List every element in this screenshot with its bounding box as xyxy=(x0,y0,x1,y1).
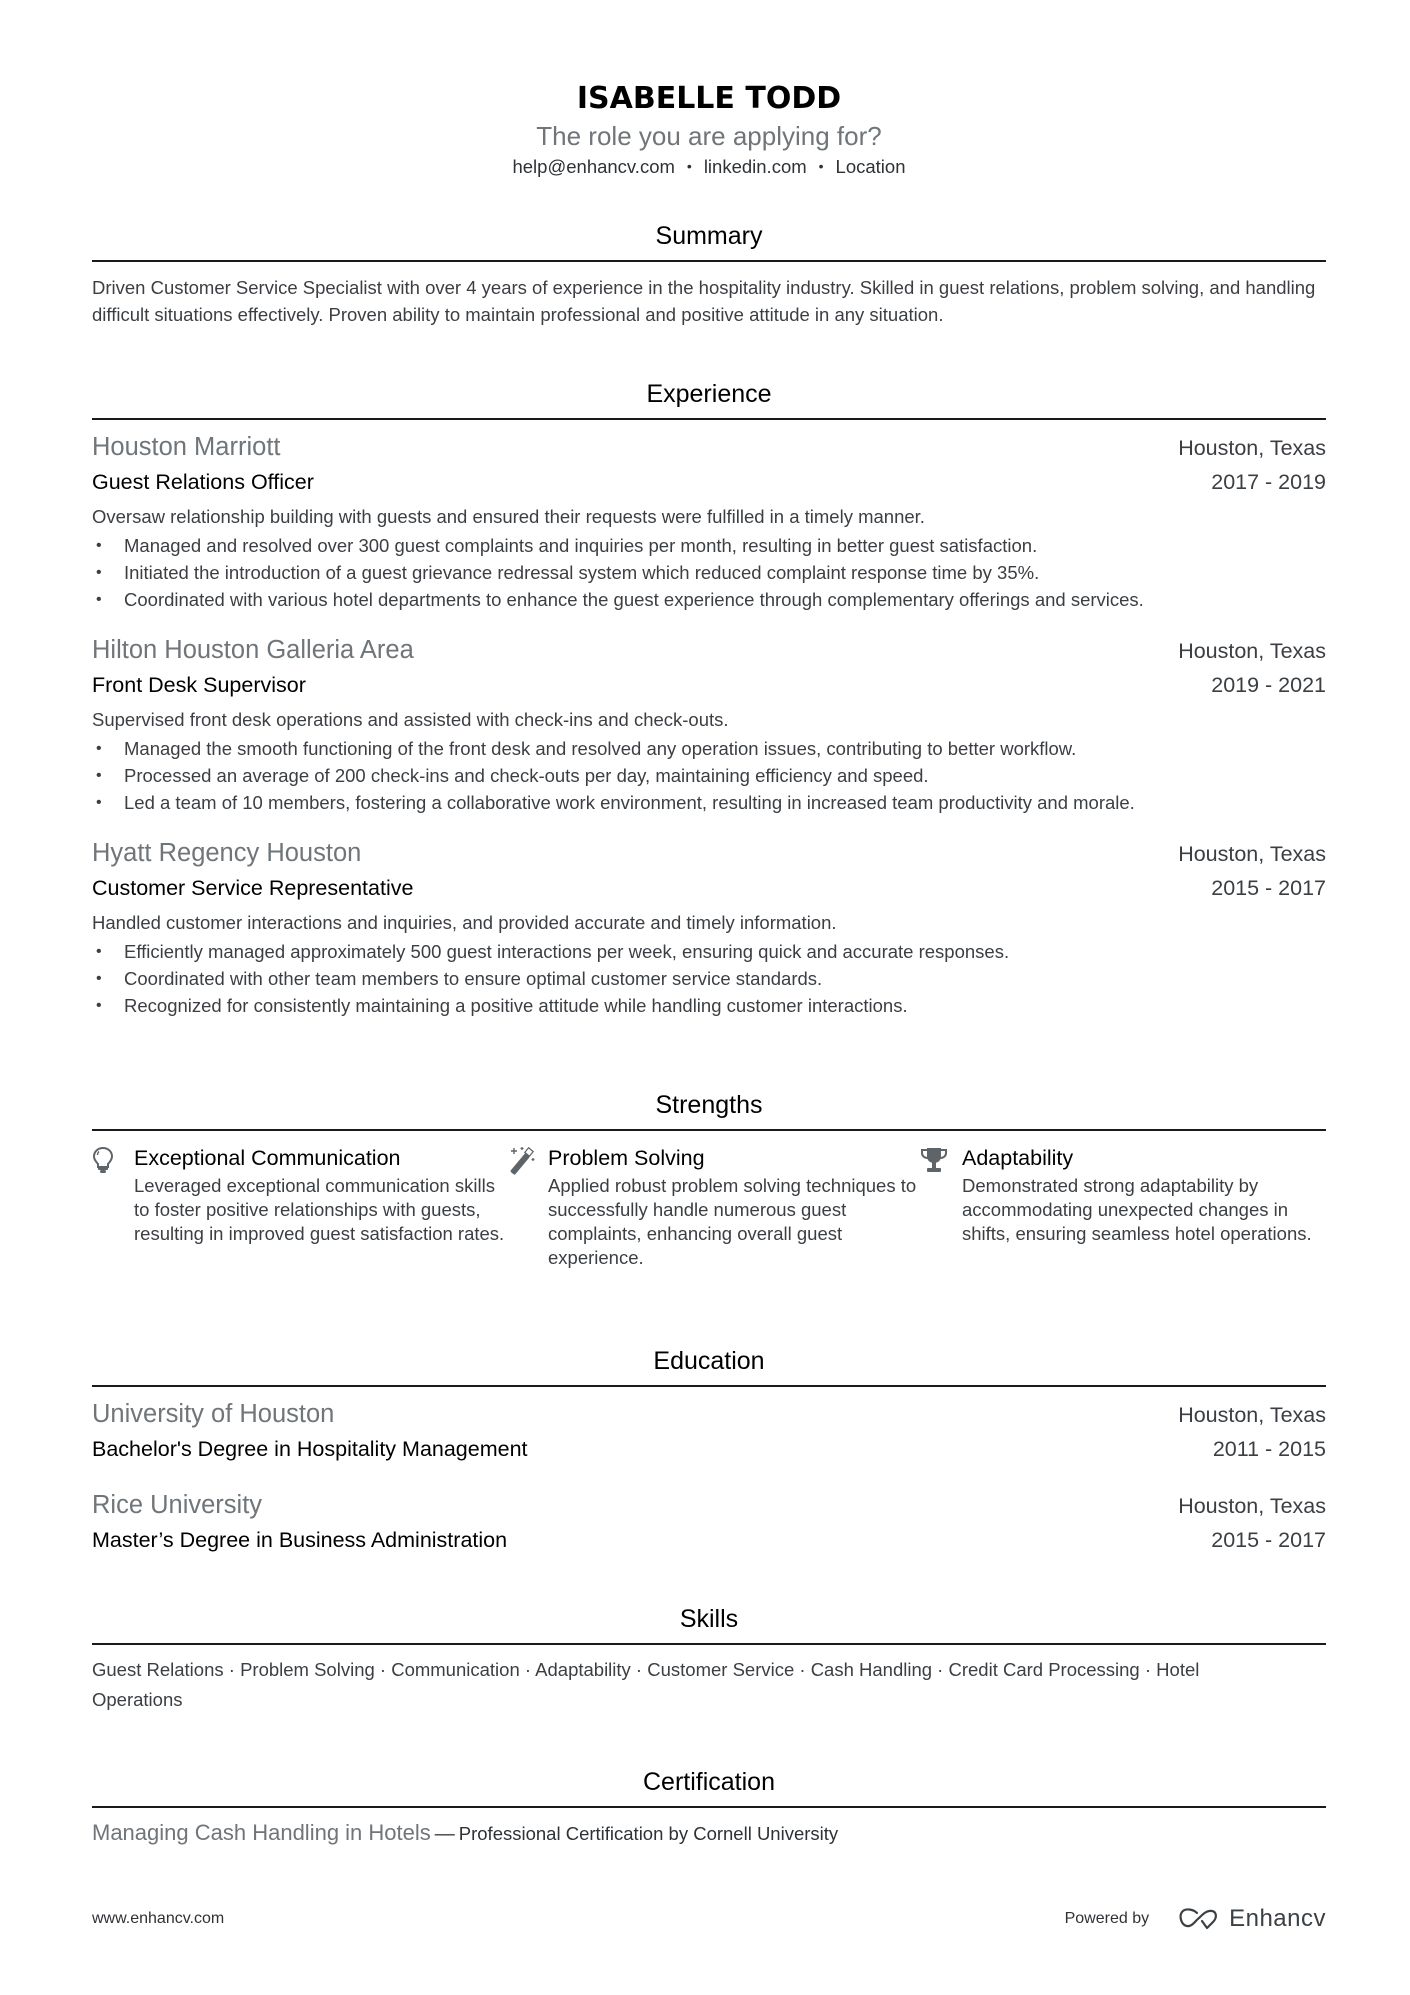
job-title: Customer Service Representative xyxy=(92,876,414,900)
section-divider xyxy=(92,1806,1326,1808)
strength-item xyxy=(920,1143,1334,1270)
strength-item xyxy=(506,1143,920,1270)
skills-section xyxy=(92,1603,1326,1715)
certification-name: Managing Cash Handling in Hotels xyxy=(92,1820,431,1845)
school-location: Houston, Texas xyxy=(1178,1494,1326,1518)
experience-entry xyxy=(92,633,1326,816)
achievement-item: • Coordinated with other team members to ensure optimal customer service standards. xyxy=(92,965,1326,992)
job-dates: 2019 - 2021 xyxy=(1211,673,1326,697)
section-title: Summary xyxy=(655,222,763,250)
job-description: Supervised front desk operations and assisted with check-ins and check-outs. xyxy=(92,709,729,730)
contact-email[interactable]: help@enhancv.com xyxy=(512,156,675,177)
strength-item xyxy=(92,1143,506,1270)
contact-separator: • xyxy=(818,158,824,174)
job-title: Front Desk Supervisor xyxy=(92,673,306,697)
section-title: Certification xyxy=(643,1768,775,1796)
strengths-section xyxy=(92,1089,1326,1270)
school-location: Houston, Texas xyxy=(1178,1403,1326,1427)
magic-wand-icon xyxy=(506,1143,548,1270)
contact-line xyxy=(92,154,1326,181)
achievement-item: • Processed an average of 200 check-ins and check-outs per day, maintaining efficiency and speed. xyxy=(92,762,1326,789)
job-dates: 2017 - 2019 xyxy=(1211,470,1326,494)
summary-text: Driven Customer Service Specialist with over 4 years of experience in the hospitality industry. Skilled in guest relations, problem solving, and handling difficult situations effectively. Proven ability to maintain professional and positive attitude in any situation. xyxy=(92,277,1316,325)
certification-dash: — xyxy=(434,1823,455,1845)
strength-description: Leveraged exceptional communication skills to foster positive relationships with guests, resulting in improved guest satisfaction rates. xyxy=(134,1175,505,1244)
strength-title: Problem Solving xyxy=(548,1146,705,1170)
lightbulb-icon xyxy=(92,1143,134,1270)
section-divider xyxy=(92,1385,1326,1387)
achievement-item: • Coordinated with various hotel departments to enhance the guest experience through complementary offerings and services. xyxy=(92,586,1326,613)
achievement-item: • Managed and resolved over 300 guest complaints and inquiries per month, resulting in better guest satisfaction. xyxy=(92,532,1326,559)
contact-separator: • xyxy=(686,158,692,174)
page-footer xyxy=(92,1905,1326,1933)
powered-by xyxy=(1065,1905,1326,1933)
section-title: Skills xyxy=(679,1605,739,1633)
strength-title: Exceptional Communication xyxy=(134,1146,401,1170)
achievement-item: • Led a team of 10 members, fostering a collaborative work environment, resulting in increased team productivity and morale. xyxy=(92,789,1326,816)
strength-description: Demonstrated strong adaptability by accommodating unexpected changes in shifts, ensuring seamless hotel operations. xyxy=(962,1175,1312,1244)
achievement-item: • Recognized for consistently maintaining a positive attitude while handling customer interactions. xyxy=(92,992,1326,1019)
job-location: Houston, Texas xyxy=(1178,639,1326,663)
resume-page xyxy=(92,0,1326,1845)
company-name: Houston Marriott xyxy=(92,433,281,461)
strength-description: Applied robust problem solving techniques to successfully handle numerous guest complaints, enhancing overall guest experience. xyxy=(548,1175,917,1268)
job-location: Houston, Texas xyxy=(1178,436,1326,460)
school-name: Rice University xyxy=(92,1491,263,1519)
powered-by-label: Powered by xyxy=(1064,1910,1150,1927)
experience-entry xyxy=(92,836,1326,1019)
resume-header xyxy=(92,0,1326,181)
school-name: University of Houston xyxy=(92,1400,335,1428)
section-title: Strengths xyxy=(655,1091,763,1119)
target-role: The role you are applying for? xyxy=(536,121,882,151)
achievement-list xyxy=(92,735,1326,816)
contact-linkedin[interactable]: linkedin.com xyxy=(703,156,807,177)
section-title: Education xyxy=(653,1347,765,1375)
job-description: Handled customer interactions and inquiries, and provided accurate and timely information. xyxy=(92,912,837,933)
education-dates: 2011 - 2015 xyxy=(1212,1437,1326,1461)
strengths-grid xyxy=(92,1143,1326,1270)
section-divider xyxy=(92,418,1326,420)
education-section xyxy=(92,1345,1326,1557)
summary-section xyxy=(92,220,1326,328)
enhancv-logo-icon xyxy=(1177,1907,1221,1931)
company-name: Hilton Houston Galleria Area xyxy=(92,636,414,664)
certification-detail: Professional Certification by Cornell University xyxy=(458,1823,839,1844)
skills-list: Guest Relations · Problem Solving · Communication · Adaptability · Customer Service · Cash Handling · Credit Card Processing · Hotel Operations xyxy=(92,1659,1200,1710)
section-divider xyxy=(92,1129,1326,1131)
contact-location: Location xyxy=(835,156,906,177)
job-location: Houston, Texas xyxy=(1178,842,1326,866)
achievement-list xyxy=(92,938,1326,1019)
section-divider xyxy=(92,1643,1326,1645)
candidate-name: ISABELLE TODD xyxy=(576,81,842,116)
degree: Master’s Degree in Business Administration xyxy=(92,1528,508,1552)
degree: Bachelor's Degree in Hospitality Management xyxy=(92,1437,528,1461)
experience-section xyxy=(92,378,1326,1019)
achievement-item: • Managed the smooth functioning of the front desk and resolved any operation issues, contributing to better workflow. xyxy=(92,735,1326,762)
trophy-icon xyxy=(920,1143,962,1270)
job-dates: 2015 - 2017 xyxy=(1211,876,1326,900)
job-title: Guest Relations Officer xyxy=(92,470,314,494)
section-title: Experience xyxy=(646,380,772,408)
footer-website-link[interactable]: www.enhancv.com xyxy=(92,1910,225,1927)
achievement-list xyxy=(92,532,1326,613)
certification-section xyxy=(92,1766,1326,1846)
achievement-item: • Efficiently managed approximately 500 guest interactions per week, ensuring quick and accurate responses. xyxy=(92,938,1326,965)
strength-title: Adaptability xyxy=(962,1146,1074,1170)
achievement-item: • Initiated the introduction of a guest grievance redressal system which reduced complaint response time by 35%. xyxy=(92,559,1326,586)
education-entry xyxy=(92,1397,1326,1466)
experience-entry xyxy=(92,430,1326,613)
education-dates: 2015 - 2017 xyxy=(1211,1528,1326,1552)
education-entry xyxy=(92,1488,1326,1557)
enhancv-brand: Enhancv xyxy=(1229,1905,1326,1932)
certification-entry xyxy=(92,1820,1326,1846)
company-name: Hyatt Regency Houston xyxy=(92,839,362,867)
job-description: Oversaw relationship building with guests and ensured their requests were fulfilled in a timely manner. xyxy=(92,506,925,527)
section-divider xyxy=(92,260,1326,262)
